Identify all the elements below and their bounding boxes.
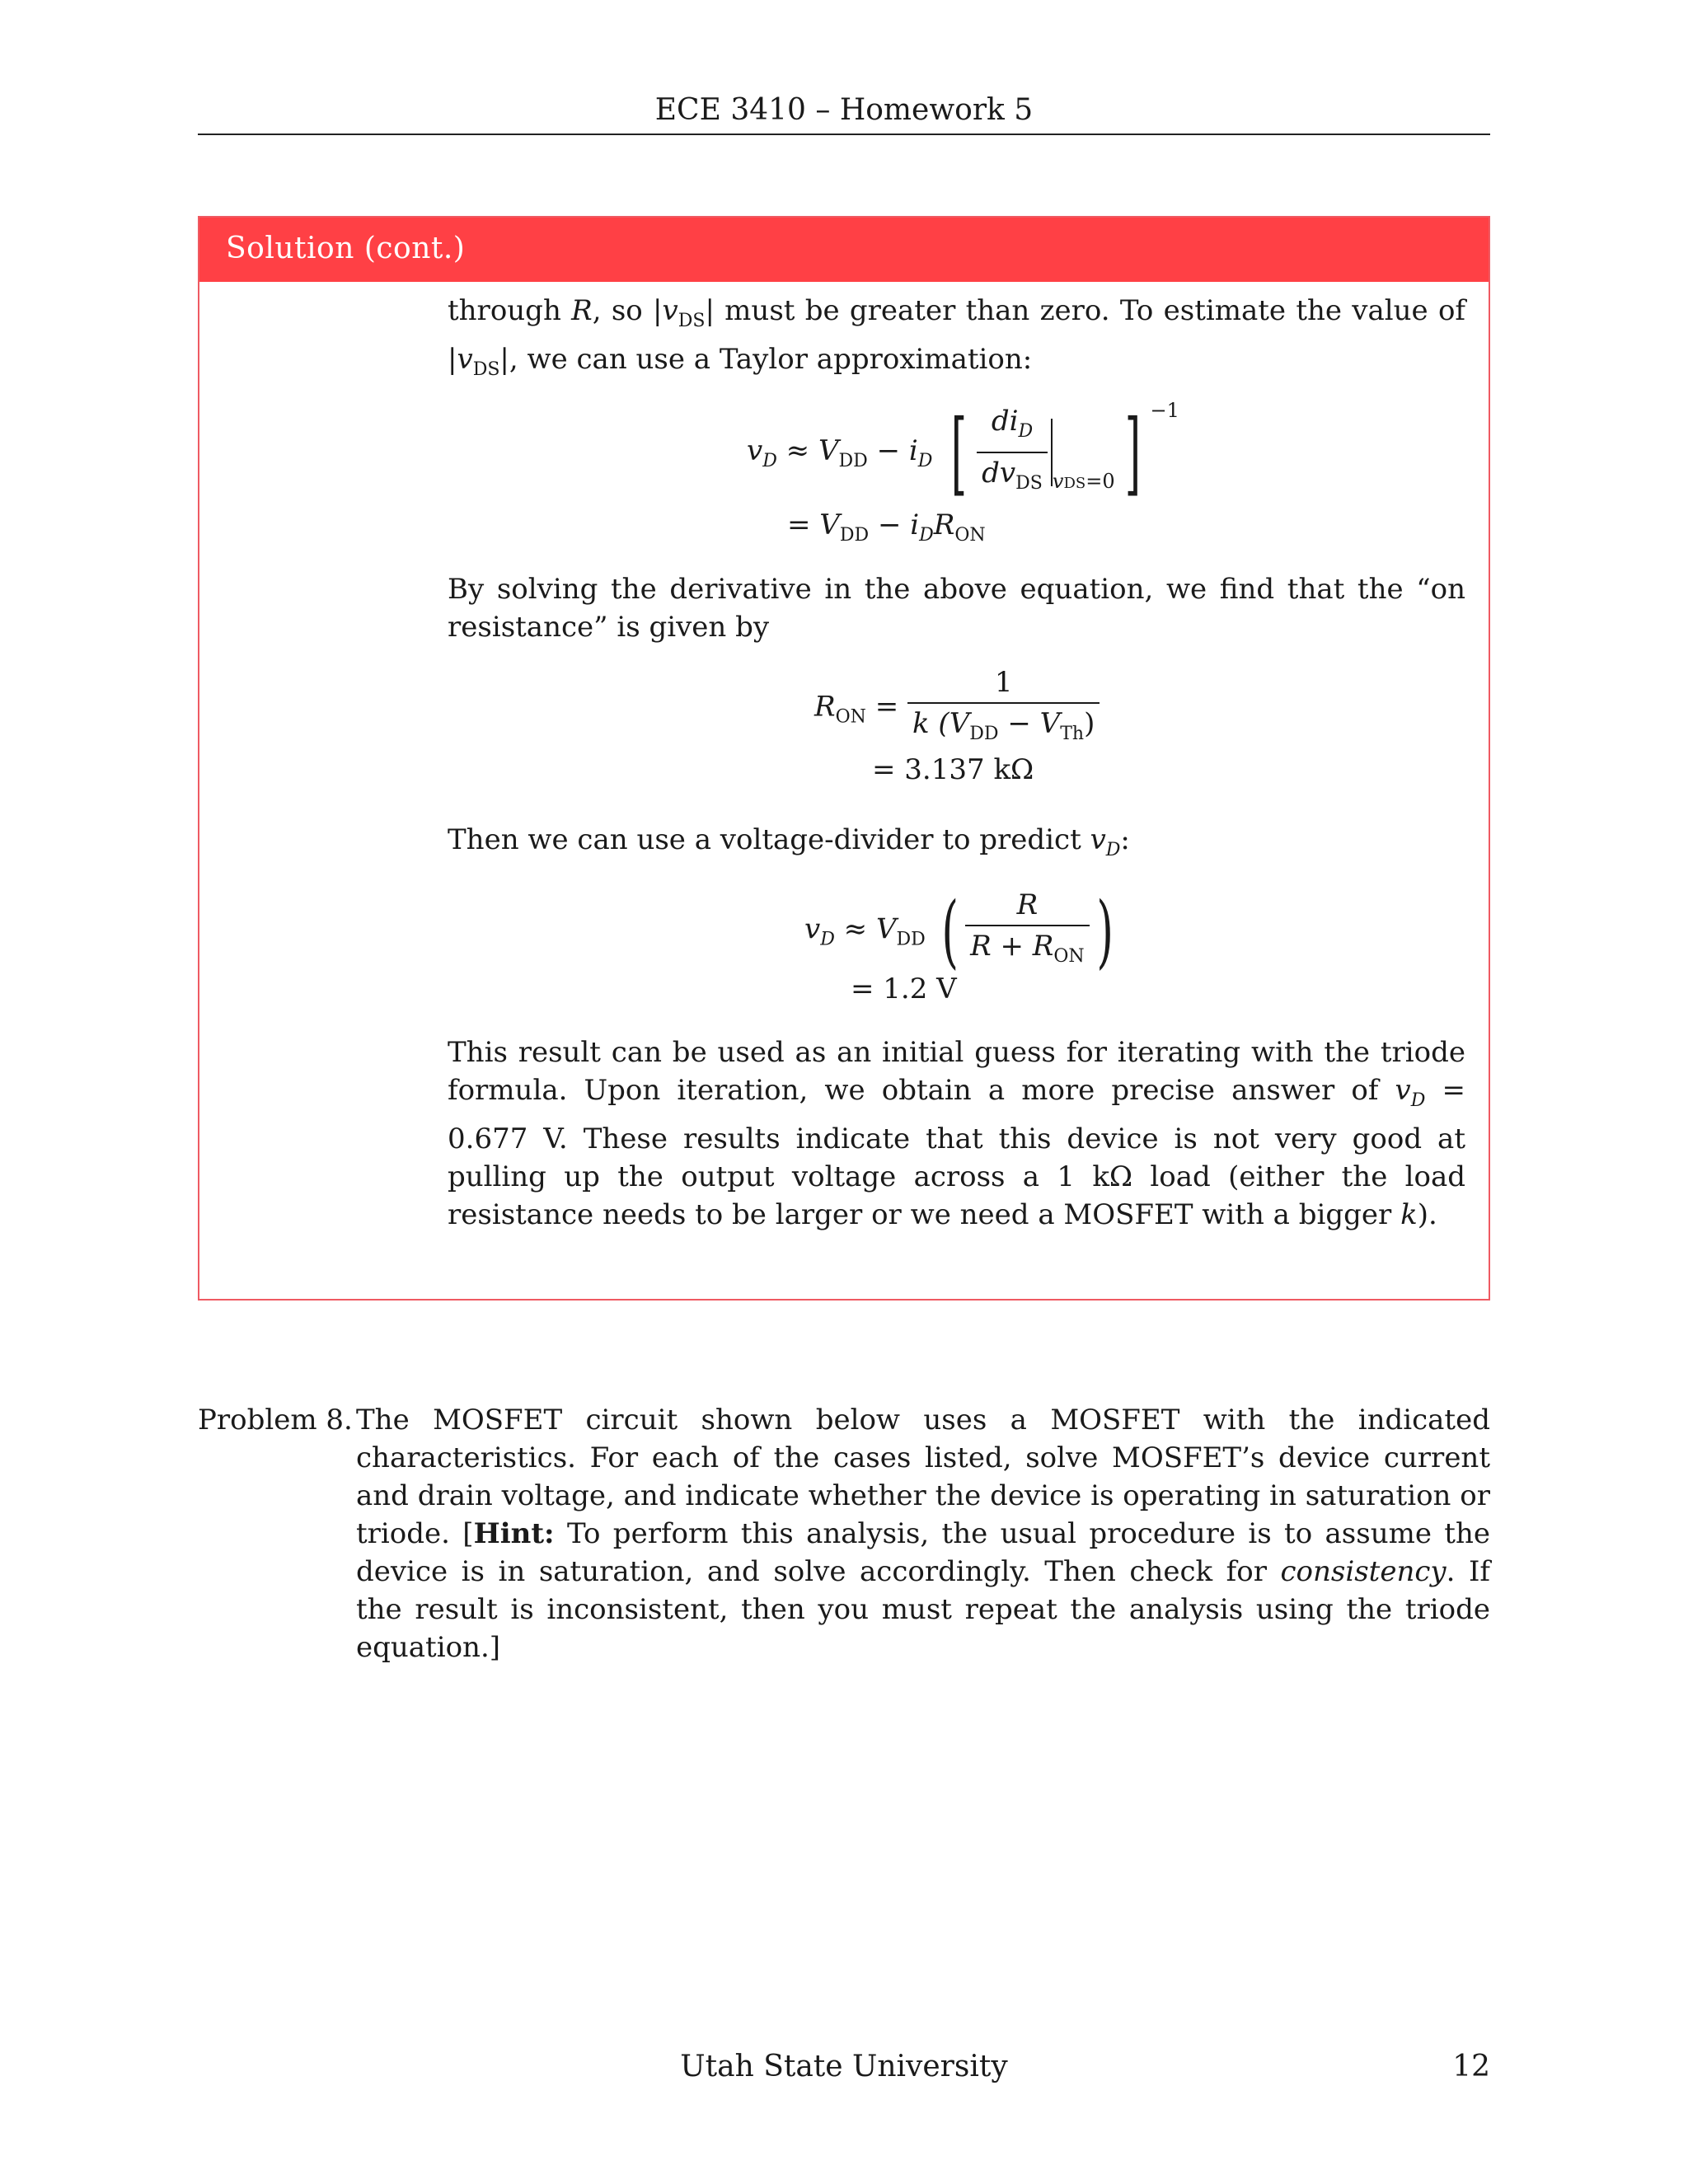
right-bracket: ] — [1124, 400, 1141, 505]
left-paren: ( — [941, 884, 959, 977]
problem-label: Problem 8. — [198, 1404, 353, 1436]
page-header-title: ECE 3410 – Homework 5 — [654, 93, 1034, 127]
left-bracket: [ — [951, 400, 968, 505]
equation-taylor-line2: = $V_{DD} - i_DR_{ON}$ — [787, 509, 986, 546]
header-rule — [198, 134, 1490, 135]
solution-box-header — [199, 218, 1489, 282]
solution-paragraph-2: By solving the derivative in the above equation, we find that the “on resistance” is given by — [448, 573, 1465, 644]
equation-voltage-divider: $v_D \approx V_{DD}$ ( $\frac{R}{R + R_{ON}}$ ) — [804, 884, 1114, 977]
equation-taylor-approx: $v_D \approx V_{DD} - i_D$ [ $\frac{di_D}{dv_{DS}}$ vDS=0 ] −1 — [747, 399, 1179, 505]
problem-statement: The MOSFET circuit shown below uses a MOSFET with the indicated characteristics. For each of the cases listed, solve MOSFET’s device current and drain voltage, and indicate whether the device is operating in saturation or triode. [Hint: To perform this analysis, the usual procedure is to assume the device is in saturation, and solve accordingly. Then check for consistency. If the result is inconsistent, then you must repeat the analysis using the triode equation.] — [356, 1404, 1490, 1664]
footer-university: Utah State University — [680, 2050, 1008, 2083]
equation-vd-estimate: = 1.2 V — [851, 972, 957, 1005]
derivative-fraction: $\frac{di_D}{dv_{DS}}$ — [977, 405, 1048, 500]
equation-on-resistance-value: = 3.137 kΩ — [872, 753, 1034, 786]
footer-page-number: 12 — [1452, 2050, 1490, 2083]
solution-paragraph-1: through R, so $|v_{DS}|$ must be greater than zero. To estimate the value of $|v_{DS}|$, we can use a Taylor approximation: — [448, 294, 1466, 380]
equation-on-resistance: $R_{ON}$ = $\frac{1}{k (V_{DD} - V_{Th})}$ — [814, 666, 1100, 751]
right-paren: ) — [1096, 884, 1114, 977]
on-resistance-fraction: $\frac{1}{k (V_{DD} - V_{Th})}$ — [907, 666, 1100, 751]
solution-box-title: Solution (cont.) — [226, 232, 466, 265]
solution-paragraph-3: Then we can use a voltage-divider to predict $v_D$: — [448, 823, 1130, 860]
solution-paragraph-4: This result can be used as an initial guess for iterating with the triode formula. Upon iteration, we obtain a more precise answer of $v_D = 0.677$ V. These results indicate that this device is not very good at pulling up the output voltage across a 1 kΩ load (either the load resistance needs to be larger or we need a MOSFET with a bigger k). — [448, 1036, 1465, 1231]
divider-fraction: $\frac{R}{R + R_{ON}}$ — [965, 888, 1090, 973]
